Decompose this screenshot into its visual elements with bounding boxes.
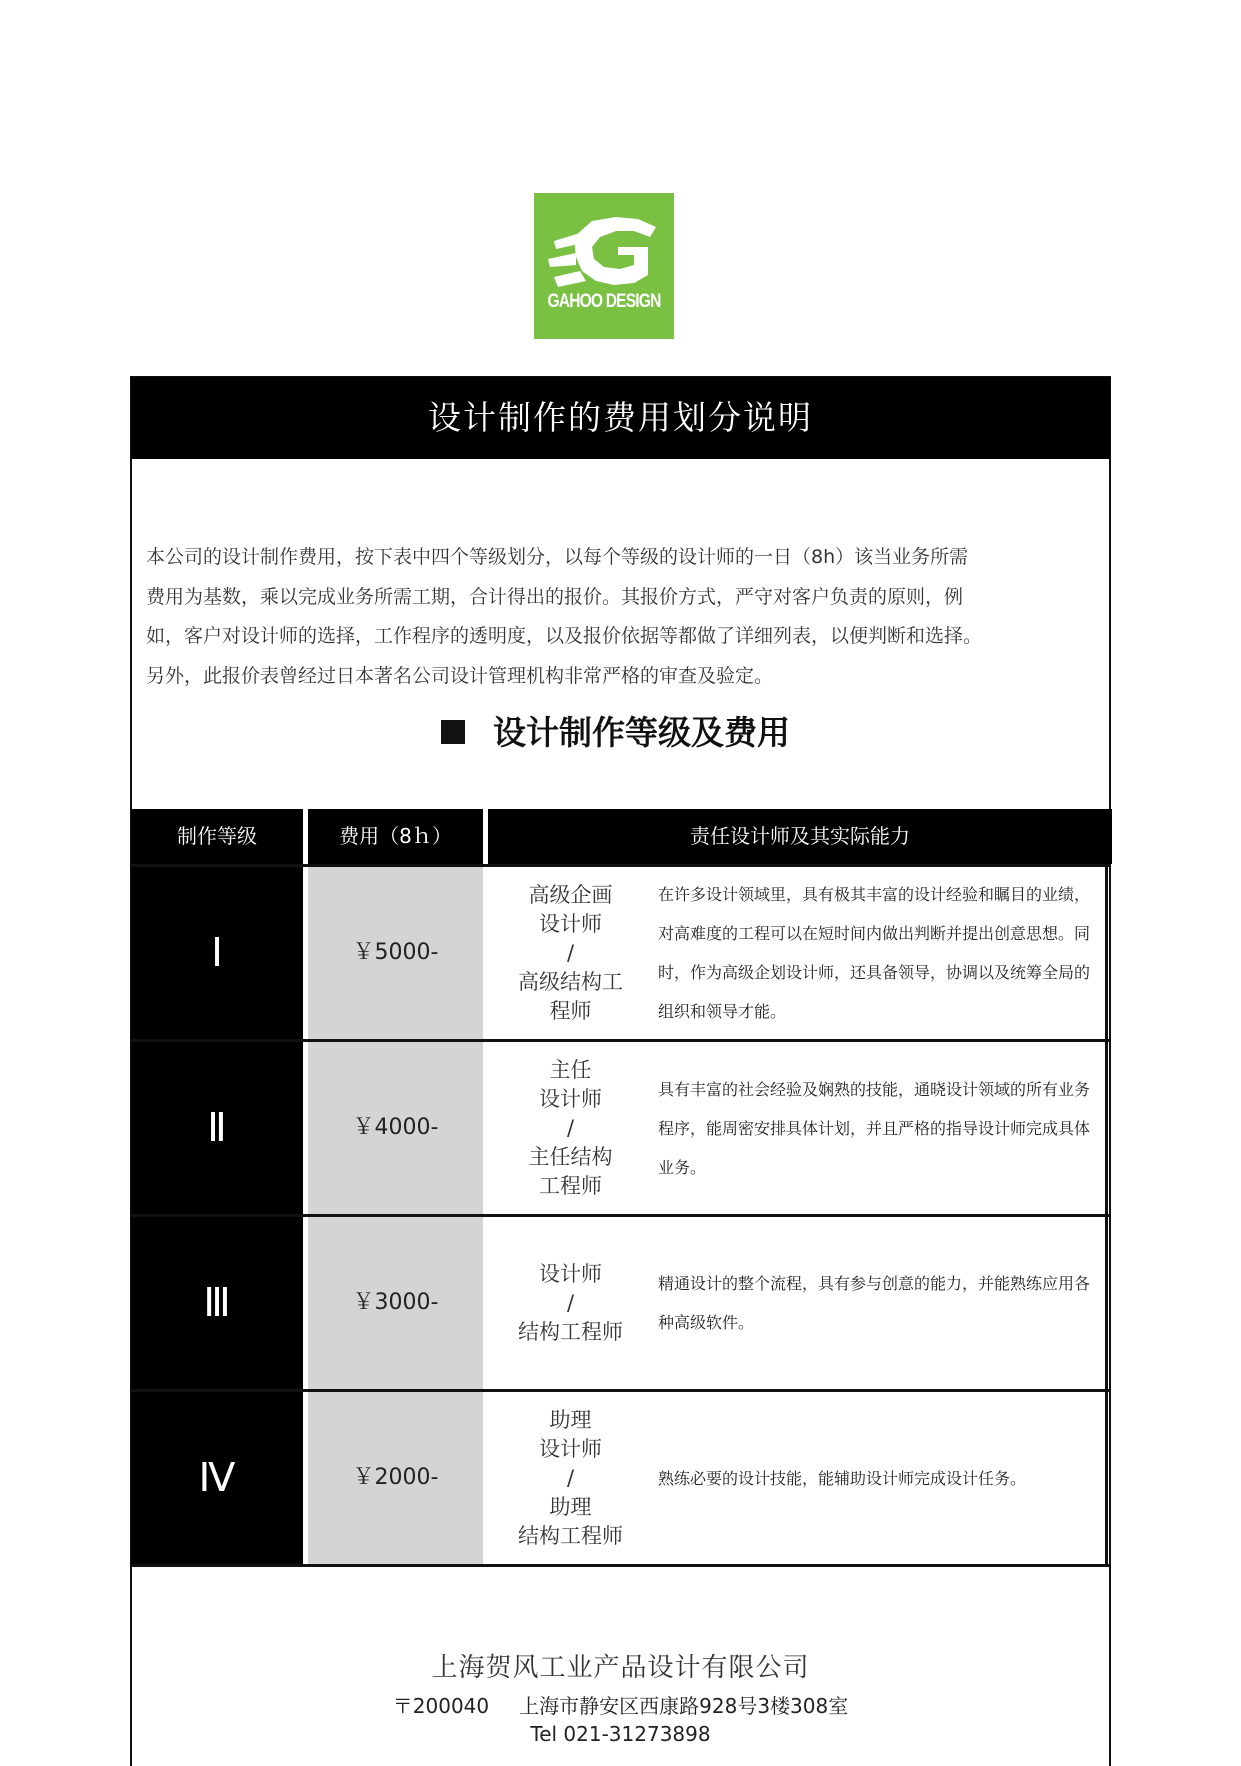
header-designer: 责任设计师及其实际能力 bbox=[690, 824, 910, 848]
document-title: 设计制作的费用划分说明 bbox=[131, 377, 1110, 459]
fee-cell: ￥5000- bbox=[308, 867, 483, 1039]
fee-cell: ￥3000- bbox=[308, 1217, 483, 1389]
table-row bbox=[131, 867, 1106, 1039]
role-line: 主任结构 bbox=[528, 1144, 613, 1169]
intro-paragraph bbox=[146, 538, 1112, 696]
footer-tel: Tel 021-31273898 bbox=[530, 1722, 711, 1746]
role-cell bbox=[483, 1042, 658, 1214]
table-right-border bbox=[1105, 864, 1108, 1567]
role-line: 设计师 bbox=[539, 1436, 602, 1461]
section-heading-text: 设计制作等级及费用 bbox=[493, 713, 790, 752]
role-line: 高级企画 bbox=[528, 882, 613, 907]
header-fee: 费用（8ｈ） bbox=[339, 824, 452, 848]
table-row bbox=[131, 1042, 1106, 1214]
description-cell bbox=[658, 1042, 1105, 1214]
role-line: 高级结构工 bbox=[518, 969, 623, 994]
role-line: / bbox=[566, 1115, 575, 1140]
description-text: 精通设计的整个流程，具有参与创意的能力，并能熟练应用各种高级软件。 bbox=[658, 1274, 1091, 1332]
fee-cell: ￥2000- bbox=[308, 1392, 483, 1564]
role-line: / bbox=[566, 1465, 575, 1490]
footer-company-name: 上海贺风工业产品设计有限公司 bbox=[431, 1653, 810, 1683]
description-cell bbox=[658, 867, 1105, 1039]
role-line: 程师 bbox=[549, 998, 592, 1023]
table-header bbox=[131, 809, 1112, 864]
role-line: 设计师 bbox=[539, 1261, 602, 1286]
header-level: 制作等级 bbox=[177, 824, 257, 848]
table-bottom-border bbox=[131, 1564, 1110, 1567]
role-cell bbox=[483, 1392, 658, 1564]
role-line: 助理 bbox=[549, 1407, 592, 1432]
company-logo bbox=[534, 193, 674, 339]
level-cell: Ⅱ bbox=[131, 1042, 303, 1214]
description-text: 在许多设计领域里，具有极其丰富的设计经验和瞩目的业绩，对高难度的工程可以在短时间内做出判断并提出创意思想。同时，作为高级企划设计师，还具备领导，协调以及统筹全局的组织和领导才能。 bbox=[658, 885, 1091, 1021]
description-cell bbox=[658, 1217, 1105, 1389]
gahoo-logo-mark bbox=[534, 193, 674, 339]
role-line: 工程师 bbox=[539, 1173, 602, 1198]
square-bullet-icon bbox=[441, 720, 465, 744]
section-heading bbox=[441, 708, 790, 758]
role-line: 结构工程师 bbox=[518, 1523, 623, 1548]
intro-line: 费用为基数，乘以完成业务所需工期，合计得出的报价。其报价方式，严守对客户负责的原则，例 bbox=[146, 585, 964, 608]
footer-zip: 〒200040 bbox=[392, 1694, 490, 1718]
role-cell bbox=[483, 1217, 658, 1389]
level-cell: Ⅳ bbox=[131, 1392, 303, 1564]
role-line: 结构工程师 bbox=[518, 1319, 623, 1344]
role-line: 助理 bbox=[549, 1494, 592, 1519]
role-line: 设计师 bbox=[539, 911, 602, 936]
table-row bbox=[131, 1392, 1106, 1564]
logo-text: GAHOO DESIGN bbox=[547, 291, 661, 312]
level-cell: Ⅲ bbox=[131, 1217, 303, 1389]
footer-address: 上海市静安区西康路928号3楼308室 bbox=[519, 1694, 849, 1718]
description-text: 熟练必要的设计技能，能辅助设计师完成设计任务。 bbox=[658, 1468, 1027, 1488]
description-text: 具有丰富的社会经验及娴熟的技能，通晓设计领域的所有业务程序，能周密安排具体计划，并且严格的指导设计师完成具体业务。 bbox=[658, 1079, 1091, 1177]
intro-line: 如，客户对设计师的选择，工作程序的透明度，以及报价依据等都做了详细列表，以便判断和选择。 bbox=[146, 625, 983, 647]
description-cell bbox=[658, 1392, 1105, 1564]
level-cell: Ⅰ bbox=[131, 867, 303, 1039]
role-line: / bbox=[566, 1290, 575, 1315]
fee-cell: ￥4000- bbox=[308, 1042, 483, 1214]
intro-line: 本公司的设计制作费用，按下表中四个等级划分，以每个等级的设计师的一日（8h）该当业务所需 bbox=[146, 546, 969, 568]
role-line: / bbox=[566, 940, 575, 965]
table-row bbox=[131, 1217, 1106, 1389]
role-line: 设计师 bbox=[539, 1086, 602, 1111]
role-cell bbox=[483, 867, 658, 1039]
role-line: 主任 bbox=[549, 1057, 592, 1082]
intro-line: 另外，此报价表曾经过日本著名公司设计管理机构非常严格的审查及验定。 bbox=[146, 664, 774, 687]
footer-address-line bbox=[131, 1690, 1110, 1719]
